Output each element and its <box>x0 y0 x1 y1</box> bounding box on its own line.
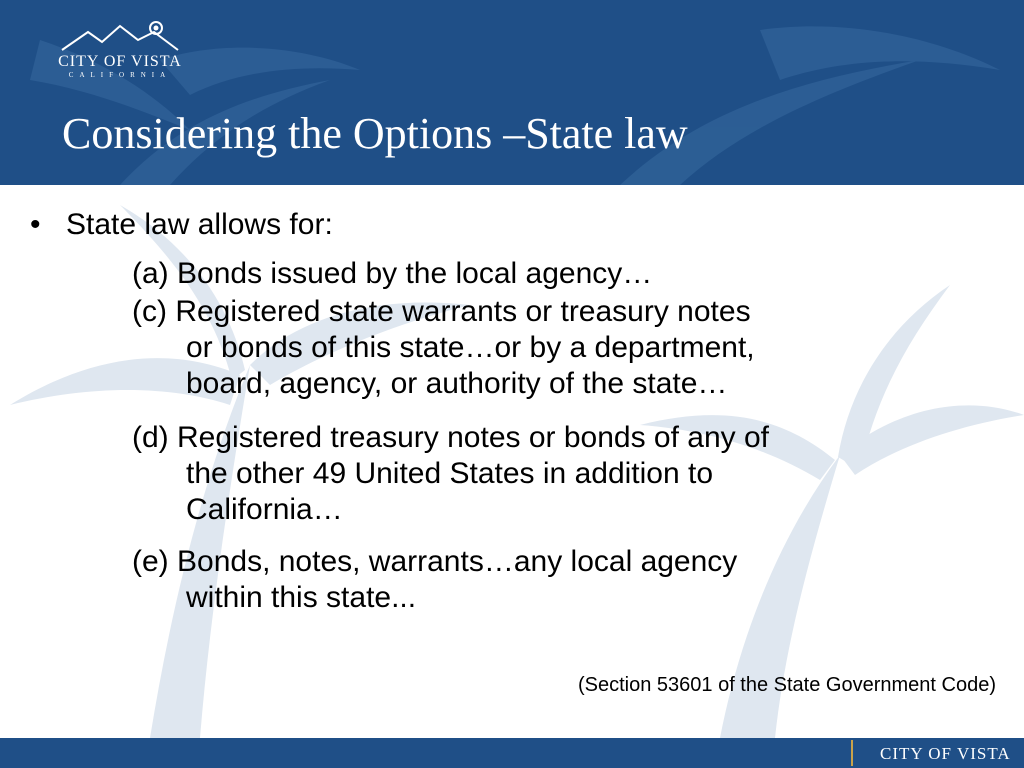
item-e-line1: (e) Bonds, notes, warrants…any local agency <box>132 545 738 578</box>
item-c-line1: (c) Registered state warrants or treasury notes <box>132 295 751 328</box>
item-e-line2: within this state... <box>186 581 417 614</box>
header-band <box>0 0 1024 185</box>
item-c-line3: board, agency, or authority of the state… <box>186 367 728 400</box>
item-d-line3: California… <box>186 493 343 526</box>
item-a-text: (a) Bonds issued by the local agency… <box>132 257 653 290</box>
item-d-line2: the other 49 United States in addition to <box>186 457 714 490</box>
list-item-e <box>132 544 992 616</box>
list-item-c <box>132 294 992 402</box>
footer-divider <box>851 740 853 766</box>
bullet-state-law <box>30 208 333 242</box>
logo-state-name: CALIFORNIA <box>68 71 172 79</box>
bullet-text: State law allows for: <box>66 208 333 241</box>
list-item-d <box>132 420 992 528</box>
footer-brand-text: CITY OF VISTA <box>880 744 1011 763</box>
citation-text: (Section 53601 of the State Government Code) <box>577 674 996 696</box>
list-item-a <box>132 256 992 292</box>
slide-title: Considering the Options –State law <box>62 109 688 158</box>
mountain-logo-icon <box>58 18 182 54</box>
item-c-line2: or bonds of this state…or by a department, <box>186 331 755 364</box>
footer-band <box>0 738 1024 768</box>
logo-city-name: CITY OF VISTA <box>58 53 182 70</box>
city-logo <box>58 18 182 80</box>
item-d-line1: (d) Registered treasury notes or bonds of any of <box>132 421 770 454</box>
bullet-marker: • <box>30 208 41 241</box>
